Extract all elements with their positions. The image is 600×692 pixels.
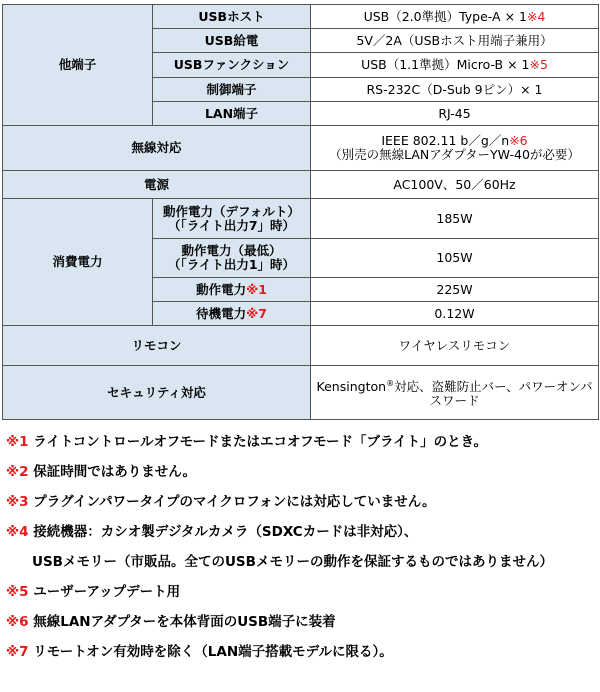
spec-table [2, 4, 599, 420]
note-ref: ※1 [246, 281, 267, 297]
remote-value: ワイヤレスリモコン [311, 326, 599, 366]
note-ref: ※7 [246, 305, 267, 321]
lan-port-value: RJ-45 [311, 102, 599, 126]
wireless-label: 無線対応 [3, 126, 311, 171]
op-default-value: 185W [311, 199, 599, 239]
standby-label: 待機電力※7 [153, 302, 311, 326]
control-port-label: 制御端子 [153, 78, 311, 102]
op-min-label: 動作電力（最低） （「ライト出力1」時） [153, 239, 311, 278]
wireless-value: IEEE 802.11 b／g／n※6 （別売の無線LANアダプターYW-40が必要） [311, 126, 599, 171]
security-value: Kensington®対応、盗難防止バー、パワーオンパスワード [311, 366, 599, 420]
row-op-default [3, 199, 599, 239]
row-power-source [3, 171, 599, 199]
row-wireless [3, 126, 599, 171]
op-power-label: 動作電力※1 [153, 278, 311, 302]
op-default-label: 動作電力（デフォルト） （「ライト出力7」時） [153, 199, 311, 239]
control-port-value: RS-232C（D-Sub 9ピン）× 1 [311, 78, 599, 102]
power-source-value: AC100V、50／60Hz [311, 171, 599, 199]
security-label: セキュリティ対応 [3, 366, 311, 420]
row-security [3, 366, 599, 420]
standby-value: 0.12W [311, 302, 599, 326]
usb-power-value: 5V／2A（USBホスト用端子兼用） [311, 29, 599, 53]
op-power-value: 225W [311, 278, 599, 302]
footnote: ※4 接続機器：カシオ製デジタルカメラ（SDXCカードは非対応）、 [6, 524, 418, 540]
note-ref: ※5 [529, 57, 548, 72]
usb-function-value: USB（1.1準拠）Micro-B × 1※5 [311, 53, 599, 78]
note-ref: ※6 [509, 133, 528, 148]
power-source-label: 電源 [3, 171, 311, 199]
footnotes [6, 432, 598, 672]
usb-power-label: USB給電 [153, 29, 311, 53]
remote-label: リモコン [3, 326, 311, 366]
usb-host-label: USBホスト [153, 5, 311, 29]
footnote: ※3 プラグインパワータイプのマイクロフォンには対応していません。 [6, 494, 436, 510]
note-ref: ※4 [526, 8, 546, 24]
usb-host-value: USB（2.0準拠）Type-A × 1※4 [311, 5, 599, 29]
footnote: ※5 ユーザーアップデート用 [6, 584, 181, 600]
power-consumption-header: 消費電力 [3, 199, 153, 326]
op-min-value: 105W [311, 239, 599, 278]
footnote: ※2 保証時間ではありません。 [6, 464, 197, 480]
footnote: ※7 リモートオン有効時を除く（LAN端子搭載モデルに限る）。 [6, 644, 393, 660]
lan-port-label: LAN端子 [153, 102, 311, 126]
footnote: ※1 ライトコントロールオフモードまたはエコオフモード「ブライト」のとき。 [6, 434, 488, 450]
row-usb-host [3, 5, 599, 29]
footnote-continuation: USBメモリー（市販品。全てのUSBメモリーの動作を保証するものではありません） [32, 554, 553, 570]
row-remote [3, 326, 599, 366]
footnote: ※6 無線LANアダプターを本体背面のUSB端子に装着 [6, 614, 336, 630]
other-ports-header: 他端子 [3, 5, 153, 126]
usb-function-label: USBファンクション [153, 53, 311, 78]
